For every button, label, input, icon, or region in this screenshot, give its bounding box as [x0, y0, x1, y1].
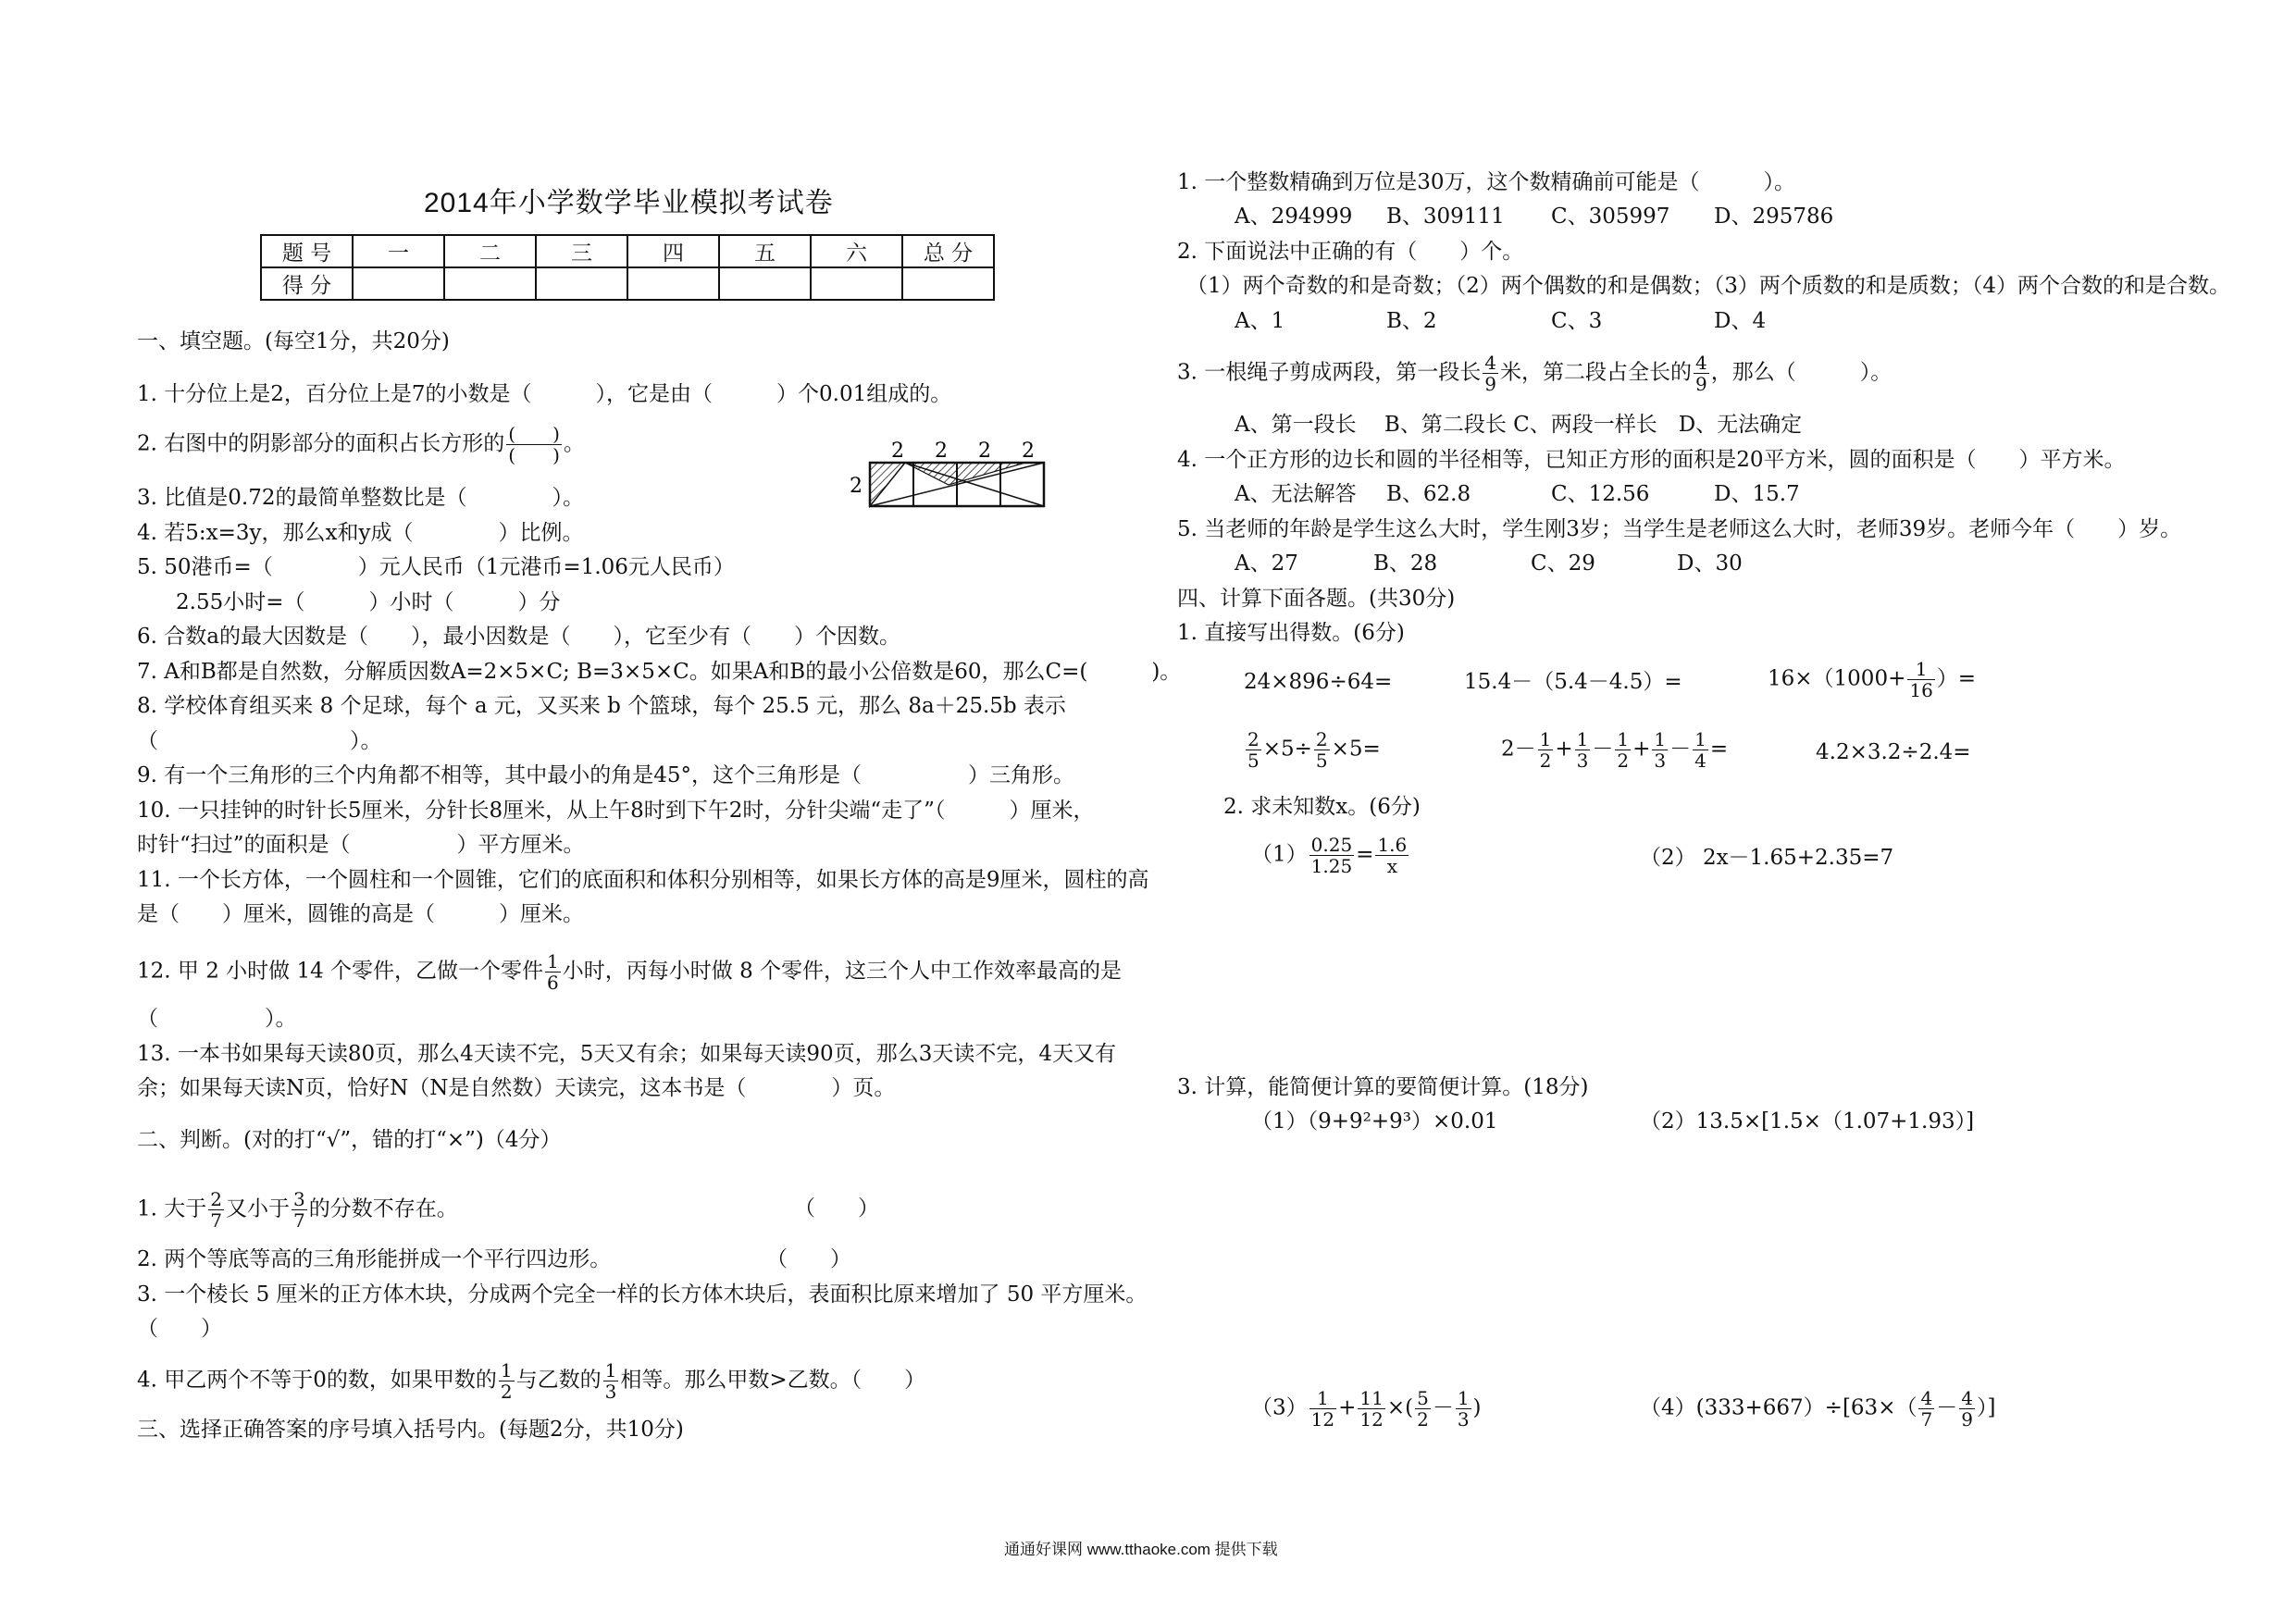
score-table-header-row: [261, 235, 994, 267]
option[interactable]: B、309111: [1386, 204, 1505, 229]
fraction: [1483, 353, 1498, 394]
score-row-label: 得 分: [261, 267, 353, 300]
judge-1-answer-blank[interactable]: （ ）: [794, 1196, 879, 1220]
question-12c: （ ）。: [137, 1007, 297, 1031]
score-header-cell: 题 号: [261, 235, 353, 267]
calc-5: [1501, 729, 1728, 771]
choice-3-text-3: ，那么（ ）。: [1710, 360, 1893, 385]
fraction: [1358, 1388, 1384, 1430]
operator: －: [1432, 1395, 1454, 1420]
judge-3-answer-blank[interactable]: （ ）: [137, 1317, 222, 1341]
fraction: [603, 1360, 619, 1402]
calc-1: 24×896÷64=: [1244, 670, 1393, 694]
numerator: ( ): [508, 423, 560, 445]
score-header-cell: 四: [627, 235, 719, 267]
choice-4-options: [1235, 480, 1800, 508]
shaded-triangle: [870, 463, 905, 506]
option[interactable]: B、62.8: [1386, 482, 1471, 506]
fraction: [1694, 353, 1709, 394]
denominator: 9: [1484, 373, 1496, 395]
fraction: [1375, 835, 1409, 876]
denominator: 3: [1457, 1408, 1470, 1431]
numerator: 4: [1695, 352, 1707, 374]
question-11b: 是（ ）厘米，圆锥的高是（ ）厘米。: [137, 902, 584, 926]
choice-5: 5. 当老师的年龄是学生这么大时，学生刚3岁；当学生是老师这么大时，老师39岁。老师今年（ ）岁。: [1177, 517, 2182, 541]
judge-4-text-2: 与乙数的: [515, 1368, 602, 1393]
question-11a: 11. 一个长方体，一个圆柱和一个圆锥，它们的底面积和体积分别相等，如果长方体的高是9厘米，圆柱的高: [137, 868, 1149, 892]
fraction: [1415, 1388, 1431, 1430]
figure-label: 2: [891, 440, 904, 463]
judge-4: [137, 1360, 925, 1402]
compute-4-text: （4）(333+667）÷[63×（: [1640, 1395, 1917, 1420]
denominator: 9: [1695, 373, 1707, 395]
operator: －: [1936, 1395, 1958, 1420]
equation-1-label: （1）: [1251, 842, 1308, 867]
operator: ): [1472, 1395, 1482, 1420]
option[interactable]: D、4: [1714, 309, 1767, 333]
option[interactable]: B、2: [1386, 309, 1437, 333]
score-cell[interactable]: [902, 267, 994, 300]
calc-2: 15.4－（5.4－4.5）=: [1464, 670, 1682, 694]
denominator: 2: [1417, 1408, 1429, 1431]
denominator: 3: [1654, 750, 1667, 772]
operator: －: [1592, 737, 1614, 762]
judge-3a: 3. 一个棱长 5 厘米的正方体木块，分成两个完全一样的长方体木块后，表面积比原来增加了 50 平方厘米。: [137, 1282, 1148, 1307]
figure-label: 2: [1022, 440, 1035, 463]
question-4: 4. 若5:x=3y，那么x和y成（ ）比例。: [137, 521, 584, 545]
choice-1-options: [1235, 203, 1833, 230]
calc-4-text: ×5÷: [1262, 737, 1312, 762]
numerator: 5: [1417, 1387, 1429, 1409]
fraction: [1538, 729, 1554, 771]
compute-1: （1）（9+9²+9³）×0.01: [1251, 1109, 1498, 1134]
fraction: [545, 951, 561, 993]
denominator: 3: [604, 1381, 617, 1403]
question-13a: 13. 一本书如果每天读80页，那么4天读不完，5天又有余；如果每天读90页，那么3天读不完，4天又有: [137, 1042, 1116, 1066]
question-10a: 10. 一只挂钟的时针长5厘米，分针长8厘米，从上午8时到下午2时，分针尖端“走了”（ ）厘米，: [137, 799, 1095, 823]
denominator: 12: [1359, 1408, 1384, 1431]
fraction-blank: [506, 424, 562, 465]
question-8b: （ ）。: [137, 729, 382, 753]
judge-1-text-2: 又小于: [226, 1196, 290, 1221]
question-2-end: 。: [563, 431, 585, 456]
numerator: 1: [1539, 728, 1552, 750]
operator: －: [1669, 737, 1692, 762]
denominator: 2: [1617, 750, 1630, 772]
denominator: 5: [1247, 750, 1260, 772]
figure-label: 2: [935, 440, 948, 463]
fraction: [1652, 729, 1668, 771]
option[interactable]: A、1: [1235, 309, 1285, 333]
numerator: 1: [1457, 1387, 1470, 1409]
compute-3: [1251, 1388, 1482, 1430]
score-header-cell: 总 分: [902, 235, 994, 267]
score-header-cell: 一: [353, 235, 444, 267]
numerator: 4: [1484, 352, 1496, 374]
score-header-cell: 五: [719, 235, 811, 267]
question-12-text: 12. 甲 2 小时做 14 个零件，乙做一个零件: [137, 959, 544, 984]
denominator: 5: [1315, 750, 1328, 772]
denominator: 2: [500, 1381, 513, 1403]
figure-label: 2: [850, 475, 863, 498]
question-8a: 8. 学校体育组买来 8 个足球，每个 a 元，又买来 b 个篮球，每个 25.5 元，那么 8a＋25.5b 表示: [137, 694, 1066, 718]
option[interactable]: D、295786: [1714, 204, 1834, 229]
numerator: 4: [1961, 1387, 1973, 1409]
numerator: 0.25: [1310, 834, 1353, 856]
page-title: 2014年小学数学毕业模拟考试卷: [424, 188, 834, 218]
score-header-cell: 三: [536, 235, 627, 267]
fraction: [1309, 1388, 1336, 1430]
numerator: 1: [1907, 659, 1934, 680]
choice-4: 4. 一个正方形的边长和圆的半径相等，已知正方形的面积是20平方米，圆的面积是（ ）平方米。: [1177, 448, 2126, 472]
fraction: [1959, 1388, 1975, 1430]
question-7: 7. A和B都是自然数，分解质因数A=2×5×C; B=3×5×C。如果A和B的最小公倍数是60，那么C=( )。: [137, 660, 1182, 684]
compute-2: （2）13.5×[1.5×（1.07+1.93）]: [1640, 1109, 1975, 1134]
calc-3: [1768, 659, 1976, 700]
score-cell[interactable]: [353, 267, 444, 300]
choice-2: 2. 下面说法中正确的有（ ）个。: [1177, 240, 1524, 264]
calc-5-text: 2－: [1501, 737, 1536, 762]
fraction: [1246, 729, 1261, 771]
question-5b: 2.55小时=（ ）小时（ ）分: [176, 590, 561, 614]
judge-1: [137, 1189, 458, 1231]
operator: +: [1632, 737, 1651, 762]
calc-3-text-2: ）=: [1936, 666, 1977, 691]
judge-4-text: 4. 甲乙两个不等于0的数，如果甲数的: [137, 1368, 497, 1393]
numerator: 1: [547, 950, 559, 973]
denominator: 12: [1310, 1408, 1335, 1431]
option[interactable]: D、15.7: [1714, 482, 1800, 506]
question-3: 3. 比值是0.72的最简单整数比是（ ）。: [137, 486, 584, 510]
numerator: 4: [1920, 1387, 1933, 1409]
numerator: 11: [1359, 1387, 1384, 1409]
compute-4: [1640, 1388, 1995, 1430]
question-12-text-2: 小时，丙每小时做 8 个零件，这三个人中工作效率最高的是: [562, 959, 1123, 984]
option[interactable]: C、3: [1551, 309, 1603, 333]
section-1-heading: 一、填空题。(每空1分，共20分): [137, 329, 450, 353]
numerator: 2: [210, 1188, 222, 1210]
fraction: [292, 1189, 307, 1231]
numerator: 1.6: [1377, 834, 1408, 856]
numerator: 1: [1576, 728, 1589, 750]
score-cell[interactable]: [444, 267, 536, 300]
fraction: [499, 1360, 515, 1402]
option[interactable]: C、12.56: [1551, 482, 1650, 506]
compute-4-text-2: ）]: [1976, 1395, 1996, 1420]
choice-1: 1. 一个整数精确到万位是30万，这个数精确前可能是（ ）。: [1177, 170, 1796, 194]
score-header-cell: 二: [444, 235, 536, 267]
part-2-heading: 2. 求未知数x。(6分): [1223, 795, 1421, 819]
calc-4-text-2: ×5=: [1331, 737, 1381, 762]
choice-2-options: [1235, 307, 1766, 335]
question-10b: 时针“扫过”的面积是（ ）平方厘米。: [137, 833, 585, 857]
equation-2: （2） 2x－1.65+2.35=7: [1640, 846, 1894, 870]
question-6: 6. 合数a的最大因数是（ ），最小因数是（ ），它至少有（ ）个因数。: [137, 625, 900, 649]
equation-1: [1251, 835, 1410, 876]
choice-3-options[interactable]: A、第一段长 B、第二段长 C、两段一样长 D、无法确定: [1235, 413, 1803, 437]
fraction: [1918, 1388, 1934, 1430]
numerator: 1: [604, 1359, 617, 1381]
figure-label: 2: [978, 440, 991, 463]
choice-2-detail: （1）两个奇数的和是奇数；（2）两个偶数的和是偶数；（3）两个质数的和是质数；（4）两个合数的和是合数。: [1186, 274, 2231, 298]
operator: +: [1338, 1395, 1357, 1420]
operator: ×(: [1386, 1395, 1414, 1420]
compute-3-label: （3）: [1251, 1395, 1308, 1420]
option[interactable]: C、29: [1531, 551, 1595, 576]
denominator: x: [1386, 855, 1397, 877]
fraction: [1575, 729, 1591, 771]
fraction: [1907, 659, 1934, 700]
numerator: 1: [1694, 728, 1706, 750]
question-2-text: 2. 右图中的阴影部分的面积占长方形的: [137, 431, 505, 456]
calc-4: [1244, 729, 1381, 771]
calc-3-text: 16×（1000+: [1768, 666, 1906, 691]
option[interactable]: B、28: [1373, 551, 1438, 576]
numerator: 1: [500, 1359, 513, 1381]
score-cell[interactable]: [536, 267, 627, 300]
denominator: 7: [210, 1209, 222, 1232]
score-table-score-row: [261, 267, 994, 300]
choice-5-options: [1235, 550, 1743, 577]
question-13b: 余；如果每天读N页，恰好N（N是自然数）天读完，这本书是（ ）页。: [137, 1076, 896, 1100]
numerator: 3: [293, 1188, 305, 1210]
judge-4-text-3: 相等。那么甲数>乙数。（ ）: [620, 1368, 926, 1393]
choice-3-text: 3. 一根绳子剪成两段，第一段长: [1177, 360, 1482, 385]
judge-1-text-3: 的分数不存在。: [308, 1196, 458, 1221]
question-9: 9. 有一个三角形的三个内角都不相等，其中最小的角是45°，这个三角形是（ ）三角形。: [137, 763, 1075, 787]
judge-2: 2. 两个等底等高的三角形能拼成一个平行四边形。: [137, 1247, 612, 1271]
question-2: [137, 424, 585, 465]
equals: =: [1356, 842, 1374, 867]
denominator: 2: [1539, 750, 1552, 772]
numerator: 1: [1309, 1388, 1336, 1409]
fraction: [208, 1189, 224, 1231]
option[interactable]: D、30: [1677, 551, 1743, 576]
part-3-heading: 3. 计算，能简便计算的要简便计算。(18分): [1177, 1075, 1589, 1099]
fraction: [1615, 729, 1631, 771]
part-1-heading: 1. 直接写出得数。(6分): [1177, 621, 1405, 645]
denominator: 7: [1920, 1408, 1933, 1431]
denominator: 9: [1961, 1408, 1973, 1431]
denominator: 4: [1694, 750, 1706, 772]
section-2-heading: 二、判断。(对的打“√”，错的打“×”)（4分）: [137, 1128, 562, 1152]
operator: +: [1555, 737, 1573, 762]
fraction: [1693, 729, 1708, 771]
numerator: 1: [1617, 728, 1630, 750]
numerator: 2: [1247, 728, 1260, 750]
denominator: ( ): [508, 444, 560, 466]
score-table: [260, 234, 995, 301]
option[interactable]: A、无法解答: [1235, 482, 1357, 506]
score-cell[interactable]: [719, 267, 811, 300]
denominator: 6: [547, 972, 559, 994]
question-1: 1. 十分位上是2，百分位上是7的小数是（ ），它是由（ ）个0.01组成的。: [137, 382, 952, 406]
judge-1-text: 1. 大于: [137, 1196, 207, 1221]
calc-5-text-2: =: [1709, 737, 1729, 762]
score-header-cell: 六: [811, 235, 902, 267]
judge-2-answer-blank[interactable]: （ ）: [766, 1247, 851, 1271]
calc-6: 4.2×3.2÷2.4=: [1816, 740, 1971, 764]
score-cell[interactable]: [627, 267, 719, 300]
option[interactable]: C、305997: [1551, 204, 1670, 229]
fraction: [1309, 835, 1355, 876]
option[interactable]: A、294999: [1235, 204, 1353, 229]
question-5a: 5. 50港币=（ ）元人民币（1元港币=1.06元人民币）: [137, 555, 735, 579]
choice-3-text-2: 米，第二段占全长的: [1500, 360, 1692, 385]
denominator: 16: [1909, 679, 1933, 701]
score-cell[interactable]: [811, 267, 902, 300]
denominator: 7: [293, 1209, 305, 1232]
section-3-heading: 三、选择正确答案的序号填入括号内。(每题2分，共10分): [137, 1418, 684, 1442]
section-4-heading: 四、计算下面各题。(共30分): [1177, 587, 1456, 611]
shaded-rectangle-figure: [840, 437, 1053, 511]
numerator: 1: [1654, 728, 1667, 750]
denominator: 3: [1576, 750, 1589, 772]
footer-credit: 通通好课网 www.tthaoke.com 提供下载: [1004, 1541, 1278, 1558]
fraction: [1456, 1388, 1471, 1430]
option[interactable]: A、27: [1235, 551, 1298, 576]
denominator: 1.25: [1310, 855, 1353, 877]
numerator: 2: [1315, 728, 1328, 750]
question-12a: [137, 951, 1122, 993]
choice-3: [1177, 353, 1892, 394]
fraction: [1314, 729, 1330, 771]
